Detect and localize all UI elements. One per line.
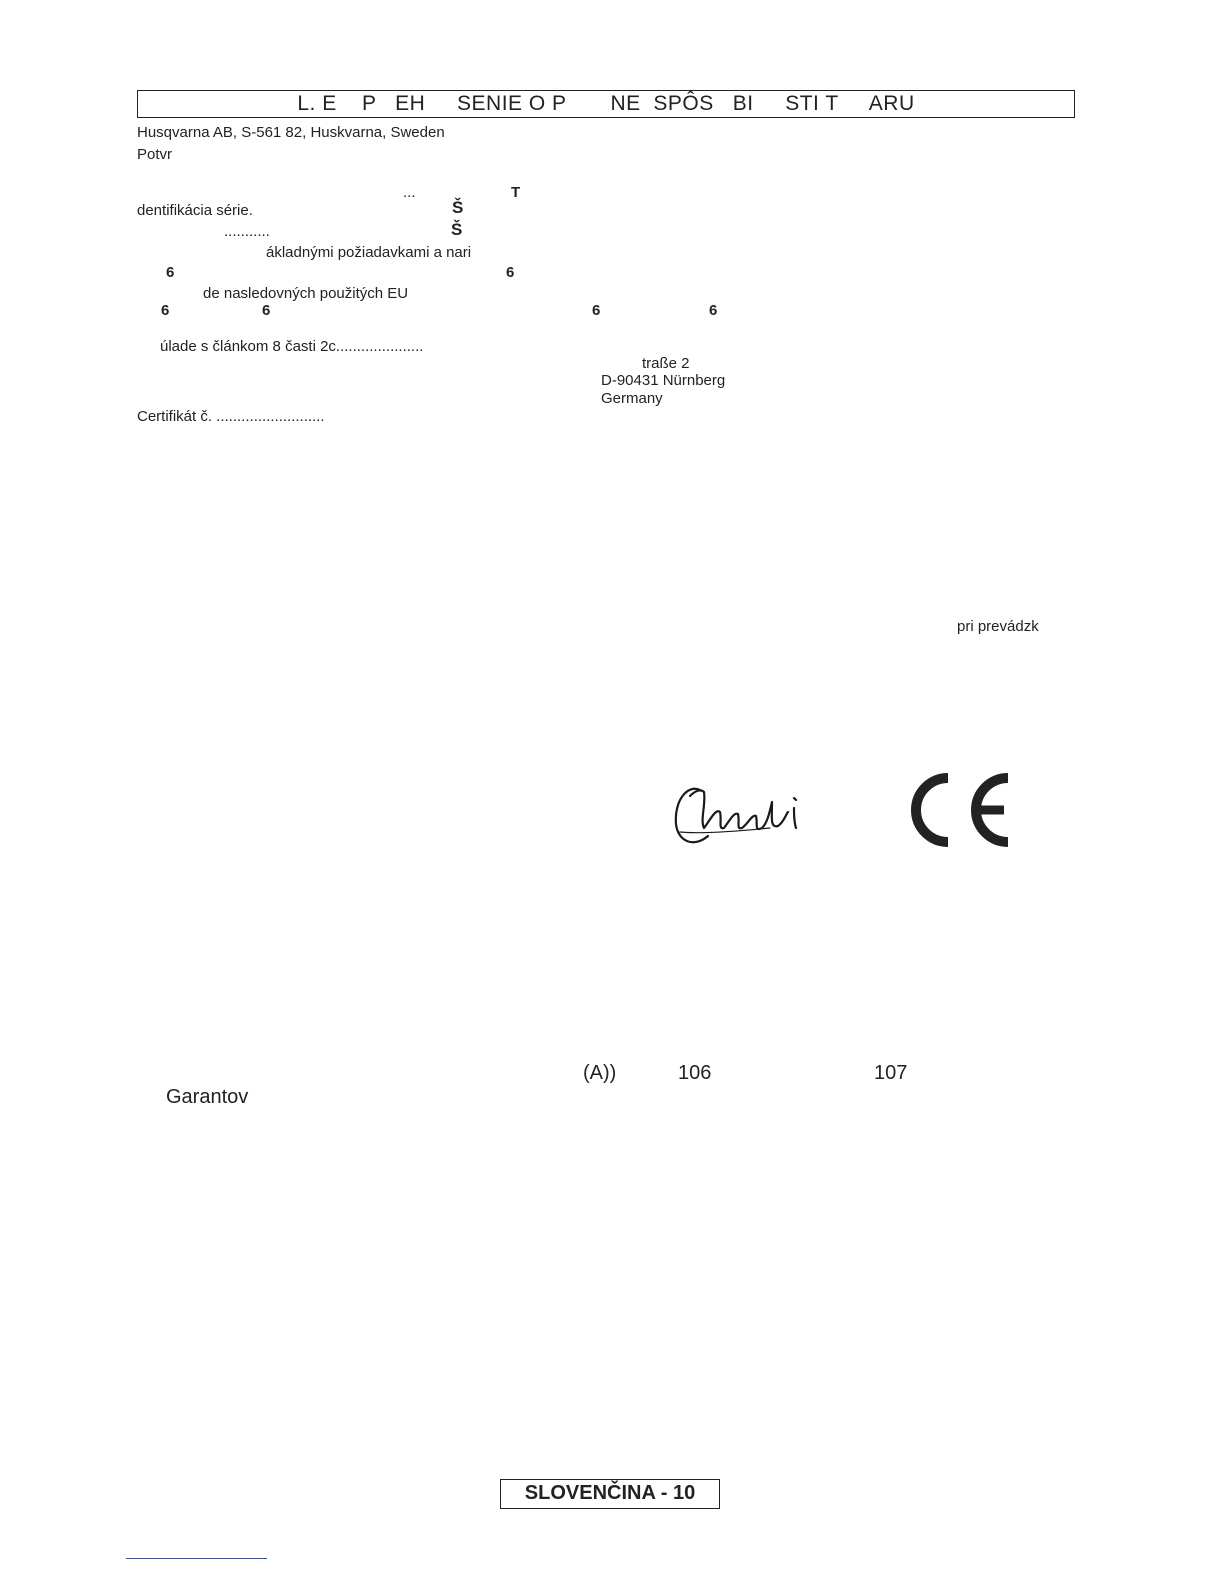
guaranteed-label: Garantov [166, 1086, 249, 1108]
requirements-text: ákladnými požiadavkami a nari [266, 244, 472, 261]
six-fragment-c: 6 [161, 302, 170, 319]
dots-fragment: ... [403, 184, 416, 201]
six-fragment-a: 6 [166, 264, 175, 281]
certificate-number: Certifikát č. .......................... [137, 408, 325, 425]
signature-image [660, 762, 820, 862]
operation-fragment: pri prevádzk [957, 618, 1039, 635]
address-country: Germany [601, 390, 663, 407]
declaration-title-box [137, 90, 1075, 118]
serie-identification: dentifikácia série. [137, 202, 253, 219]
dots-short-fragment: ........... [224, 223, 270, 240]
noise-unit: (A)) [583, 1062, 617, 1084]
page-footer-box [500, 1479, 720, 1509]
bottom-divider [126, 1558, 267, 1559]
six-fragment-b: 6 [506, 264, 515, 281]
page-footer-label: SLOVENČINA - 10 [524, 1482, 696, 1504]
confirmation-text: Potvr [137, 146, 173, 163]
noise-measured-value: 106 [678, 1062, 712, 1084]
s-caron-fragment-1: Š [452, 198, 464, 217]
noise-guaranteed-value: 107 [874, 1062, 908, 1084]
company-address-line: Husqvarna AB, S-561 82, Huskvarna, Sweden [137, 124, 445, 141]
six-fragment-e: 6 [592, 302, 601, 319]
eu-standards-text: de nasledovných použitých EU [203, 285, 409, 302]
address-street: traße 2 [642, 355, 690, 372]
t-fragment: T [511, 184, 521, 201]
six-fragment-d: 6 [262, 302, 271, 319]
six-fragment-f: 6 [709, 302, 718, 319]
article-reference: úlade s článkom 8 časti 2c..................... [160, 338, 424, 355]
declaration-title: L. E P EH SENIE O P NE SPÔS BI STI T ARU [297, 92, 915, 115]
ce-mark-icon [904, 772, 1012, 848]
s-caron-fragment-2: Š [451, 220, 463, 239]
address-city: D-90431 Nürnberg [601, 372, 726, 389]
